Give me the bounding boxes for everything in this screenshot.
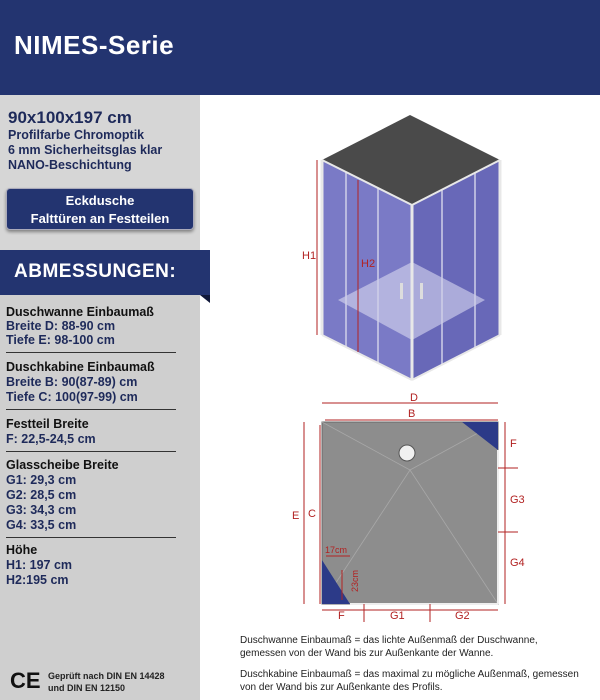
certification-line-1: Geprüft nach DIN EN 14428 [48,671,165,681]
label-f-bottom: F [338,610,345,622]
label-e: E [292,510,300,522]
section-line: G3: 34,3 cm [6,503,77,517]
type-line-2: Falttüren an Festteilen [30,211,170,226]
label-b: B [408,408,416,420]
drain [399,445,415,461]
section-line: Breite D: 88-90 cm [6,319,116,333]
section-line: G1: 29,3 cm [6,473,77,487]
spec-line-coating: NANO-Beschichtung [8,158,132,172]
label-g3: G3 [510,494,525,506]
section-line: Tiefe E: 98-100 cm [6,333,115,347]
label-h2: H2 [361,258,376,270]
label-17cm: 17cm [325,545,348,555]
spec-size: 90x100x197 cm [8,108,132,127]
spec-line-glass: 6 mm Sicherheitsglas klar [8,143,163,157]
section-title-glass: Glasscheibe Breite [6,458,119,472]
section-line: H1: 197 cm [6,558,73,572]
section-line: G4: 33,5 cm [6,518,77,532]
section-line: H2:195 cm [6,573,69,587]
section-title-tray: Duschwanne Einbaumaß [6,305,154,319]
page-title: NIMES-Serie [14,30,175,60]
label-d: D [410,392,418,404]
label-g2: G2 [455,610,470,622]
label-23cm: 23cm [350,569,361,593]
dimensions-heading: ABMESSUNGEN: [14,261,177,282]
section-line: Breite B: 90(87-89) cm [6,375,138,389]
label-h1: H1 [302,250,317,262]
spec-line-profile: Profilfarbe Chromoptik [8,128,145,142]
label-c: C [308,508,316,520]
ce-mark: CE [10,668,41,693]
label-f-right: F [510,438,517,450]
section-title-fixed-panel: Festteil Breite [6,417,89,431]
note-tray: Duschwanne Einbaumaß = das lichte Außenmaß der Duschwanne, gemessen von der Wand bis zur Außenkante der Wanne. [240,635,538,659]
label-g4: G4 [510,557,525,569]
note-cabin: Duschkabine Einbaumaß = das maximal zu mögliche Außenmaß, gemessen von der Wand bis zur Außenkante des Profils. [240,669,579,693]
section-line: G2: 28,5 cm [6,488,77,502]
label-g1: G1 [390,610,405,622]
certification-line-2: und DIN EN 12150 [48,683,126,693]
section-line: Tiefe C: 100(97-99) cm [6,390,138,404]
type-line-1: Eckdusche [65,193,135,208]
section-title-cabin: Duschkabine Einbaumaß [6,360,155,374]
section-title-height: Höhe [6,543,38,557]
section-line: F: 22,5-24,5 cm [6,432,96,446]
